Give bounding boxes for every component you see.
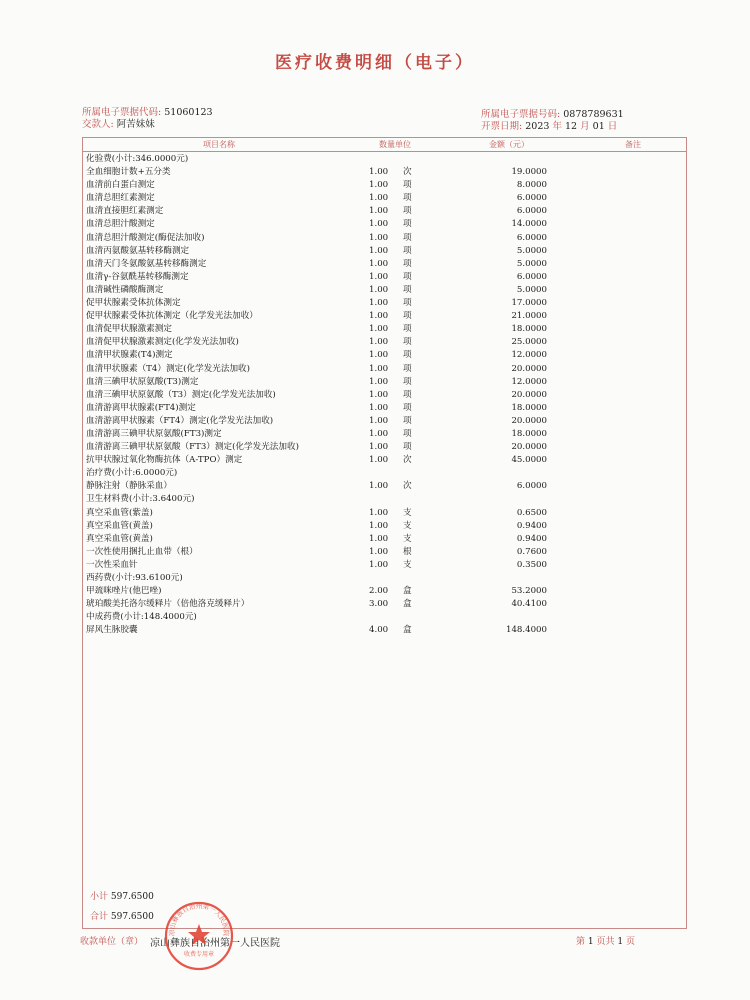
item-name: 血清天门冬氨酸氨基转移酶测定 — [86, 258, 207, 269]
item-amount: 5.0000 — [516, 284, 547, 295]
item-unit: 次 — [403, 455, 412, 466]
item-name: 卫生材料费(小计:3.6400元) — [86, 494, 195, 505]
item-amount: 6.0000 — [516, 481, 547, 492]
issue-date-month: 12 — [565, 121, 578, 132]
item-amount: 40.4100 — [511, 599, 547, 610]
item-qty: 1.00 — [369, 311, 389, 322]
issue-date-day-unit: 日 — [607, 121, 618, 132]
item-name: 促甲状腺素受体抗体测定 — [86, 298, 181, 309]
item-unit: 项 — [403, 350, 412, 361]
issue-date-day: 01 — [592, 121, 605, 132]
payer-label: 交款人: — [82, 119, 114, 130]
item-amount: 20.0000 — [511, 442, 547, 453]
item-name: 治疗费(小计:6.0000元) — [86, 468, 178, 479]
table-body — [85, 153, 685, 637]
item-amount: 0.9400 — [516, 520, 547, 531]
bill-code-value: 51060123 — [164, 107, 213, 118]
page-suffix: 页 — [626, 937, 636, 947]
item-unit: 项 — [403, 428, 412, 439]
item-unit: 项 — [403, 258, 412, 269]
item-qty: 1.00 — [369, 219, 389, 230]
item-name: 血清促甲状腺激素测定 — [86, 324, 172, 335]
item-name: 真空采血管(紫盖) — [86, 507, 153, 518]
item-unit: 项 — [403, 442, 412, 453]
item-qty: 1.00 — [369, 245, 389, 256]
item-amount: 45.0000 — [511, 455, 547, 466]
table-row — [85, 598, 685, 611]
table-row — [85, 559, 685, 572]
item-unit: 项 — [403, 324, 412, 335]
table-row — [85, 428, 685, 441]
item-unit: 根 — [403, 546, 412, 557]
total-label: 合计 — [90, 912, 109, 922]
table-row — [85, 166, 685, 179]
table-row — [85, 507, 685, 520]
item-name: 一次性使用捆扎止血带（根） — [86, 546, 198, 557]
page-mid: 页共 — [596, 937, 615, 947]
item-name: 促甲状腺素受体抗体测定（化学发光法加收） — [86, 311, 258, 322]
item-amount: 17.0000 — [511, 298, 547, 309]
table-row — [85, 611, 685, 624]
item-unit: 盒 — [403, 586, 412, 597]
item-unit: 项 — [403, 389, 412, 400]
item-amount: 18.0000 — [511, 402, 547, 413]
item-amount: 12.0000 — [511, 376, 547, 387]
item-qty: 1.00 — [369, 167, 389, 178]
page-number: 1 — [587, 937, 594, 947]
item-unit: 项 — [403, 206, 412, 217]
table-row — [85, 323, 685, 336]
item-name: 血清γ-谷氨酰基转移酶测定 — [86, 271, 189, 282]
item-unit: 盒 — [403, 599, 412, 610]
charges-table — [82, 137, 687, 929]
item-qty: 1.00 — [369, 428, 389, 439]
item-amount: 25.0000 — [511, 337, 547, 348]
item-name: 西药费(小计:93.6100元) — [86, 573, 183, 583]
table-row — [85, 546, 685, 559]
item-unit: 盒 — [403, 625, 412, 636]
item-qty: 1.00 — [369, 232, 389, 243]
payer-value: 阿苦妹妹 — [116, 119, 155, 130]
item-unit: 项 — [403, 232, 412, 243]
item-qty: 1.00 — [369, 193, 389, 204]
item-amount: 6.0000 — [516, 193, 547, 204]
payee-label: 收款单位（章） — [80, 937, 144, 947]
item-name: 血清三碘甲状原氨酸（T3）测定(化学发光法加收) — [86, 389, 276, 400]
item-qty: 1.00 — [369, 442, 389, 453]
table-row — [85, 271, 685, 284]
table-row — [85, 624, 685, 637]
item-qty: 1.00 — [369, 559, 389, 570]
item-qty: 1.00 — [369, 481, 389, 492]
item-unit: 支 — [403, 507, 412, 518]
item-unit: 次 — [403, 167, 412, 178]
item-unit: 项 — [403, 337, 412, 348]
item-qty: 1.00 — [369, 389, 389, 400]
item-unit: 项 — [403, 284, 412, 295]
bill-no-value: 0878789631 — [563, 109, 624, 120]
bill-code-label: 所属电子票据代码: — [82, 107, 162, 118]
item-name: 血清甲状腺素（T4）测定(化学发光法加收) — [86, 363, 250, 374]
item-unit: 项 — [403, 219, 412, 230]
item-qty: 1.00 — [369, 533, 389, 544]
item-name: 全血细胞计数+五分类 — [86, 167, 171, 178]
table-row — [85, 572, 685, 585]
item-unit: 次 — [403, 481, 412, 492]
item-unit: 项 — [403, 363, 412, 374]
table-row — [85, 245, 685, 258]
item-qty: 1.00 — [369, 507, 389, 518]
item-name: 血清总胆汁酸测定 — [86, 219, 155, 230]
item-name: 血清游离三碘甲状原氨酸(FT3)测定 — [86, 428, 222, 439]
table-row — [85, 402, 685, 415]
item-unit: 项 — [403, 298, 412, 309]
item-amount: 21.0000 — [511, 311, 547, 322]
item-name: 真空采血管(黄盖) — [86, 533, 153, 544]
table-row — [85, 284, 685, 297]
item-amount: 5.0000 — [516, 245, 547, 256]
bill-no-label: 所属电子票据号码: — [481, 109, 561, 120]
item-name: 血清游离甲状腺素（FT4）测定(化学发光法加收) — [86, 415, 274, 426]
item-amount: 148.4000 — [505, 625, 547, 636]
item-qty: 4.00 — [369, 625, 389, 636]
item-unit: 支 — [403, 559, 412, 570]
table-row — [85, 415, 685, 428]
item-name: 血清甲状腺素(T4)测定 — [86, 350, 173, 361]
table-row — [85, 192, 685, 205]
issue-date-year-unit: 年 — [552, 121, 562, 132]
item-unit: 项 — [403, 415, 412, 426]
item-name: 血清总胆红素测定 — [86, 193, 155, 204]
item-qty: 1.00 — [369, 284, 389, 295]
item-amount: 5.0000 — [516, 258, 547, 269]
item-amount: 20.0000 — [511, 389, 547, 400]
table-header — [83, 138, 686, 152]
item-name: 化验费(小计:346.0000元) — [86, 154, 189, 164]
issue-date-line — [481, 118, 617, 132]
table-row — [85, 585, 685, 598]
item-name: 血清直接胆红素测定 — [86, 206, 164, 217]
table-row — [85, 218, 685, 231]
item-name: 血清总胆汁酸测定(酶促法加收) — [86, 232, 205, 243]
item-unit: 项 — [403, 245, 412, 256]
item-amount: 6.0000 — [516, 232, 547, 243]
table-row — [85, 480, 685, 493]
item-qty: 1.00 — [369, 206, 389, 217]
item-qty: 1.00 — [369, 402, 389, 413]
item-qty: 1.00 — [369, 363, 389, 374]
item-name: 血清游离三碘甲状原氨酸（FT3）测定(化学发光法加收) — [86, 442, 299, 453]
item-name: 真空采血管(黄盖) — [86, 520, 153, 531]
item-name: 中成药费(小计:148.4000元) — [86, 612, 197, 623]
item-unit: 项 — [403, 180, 412, 191]
table-row — [85, 297, 685, 310]
item-name: 一次性采血针 — [86, 559, 138, 570]
item-amount: 53.2000 — [511, 586, 547, 597]
item-amount: 20.0000 — [511, 415, 547, 426]
subtotal-value: 597.6500 — [110, 892, 154, 902]
page-prefix: 第 — [576, 937, 586, 947]
item-qty: 1.00 — [369, 350, 389, 361]
item-qty: 1.00 — [369, 337, 389, 348]
table-row — [85, 349, 685, 362]
item-qty: 1.00 — [369, 520, 389, 531]
table-row — [85, 363, 685, 376]
column-amount: 金额（元） — [489, 140, 529, 149]
table-row — [85, 232, 685, 245]
item-qty: 1.00 — [369, 455, 389, 466]
item-qty: 1.00 — [369, 415, 389, 426]
item-name: 血清促甲状腺激素测定(化学发光法加收) — [86, 337, 239, 348]
item-amount: 20.0000 — [511, 363, 547, 374]
total-value: 597.6500 — [110, 912, 154, 922]
item-qty: 1.00 — [369, 180, 389, 191]
document-title: 医疗收费明细（电子） — [275, 53, 475, 73]
item-name: 甲巯咪唑片(他巴唑) — [86, 586, 162, 597]
item-qty: 1.00 — [369, 298, 389, 309]
page-total: 1 — [617, 937, 624, 947]
item-unit: 支 — [403, 533, 412, 544]
column-remark: 备注 — [625, 140, 641, 149]
item-unit: 项 — [403, 311, 412, 322]
item-name: 屏风生脉胶囊 — [86, 625, 138, 636]
page-indicator — [576, 934, 635, 947]
item-name: 血清前白蛋白测定 — [86, 180, 155, 191]
item-amount: 0.9400 — [516, 533, 547, 544]
item-amount: 6.0000 — [516, 271, 547, 282]
item-qty: 1.00 — [369, 324, 389, 335]
item-qty: 1.00 — [369, 546, 389, 557]
item-qty: 2.00 — [369, 586, 389, 597]
item-name: 血清丙氨酸氨基转移酶测定 — [86, 245, 190, 256]
issue-date-year: 2023 — [525, 121, 550, 132]
table-row — [85, 179, 685, 192]
item-unit: 项 — [403, 193, 412, 204]
item-name: 抗甲状腺过氧化物酶抗体（A-TPO）测定 — [86, 455, 243, 466]
item-amount: 12.0000 — [511, 350, 547, 361]
subtotal-line — [90, 889, 154, 902]
item-amount: 18.0000 — [511, 324, 547, 335]
issue-date-label: 开票日期: — [481, 121, 523, 132]
payee-name: 凉山彝族自治州第一人民医院 — [150, 938, 280, 949]
item-unit: 项 — [403, 271, 412, 282]
item-amount: 8.0000 — [516, 180, 547, 191]
item-qty: 1.00 — [369, 271, 389, 282]
table-row — [85, 493, 685, 506]
item-unit: 项 — [403, 376, 412, 387]
hospital-seal-icon — [163, 900, 235, 972]
table-row — [85, 310, 685, 323]
svg-text:凉山彝族自治州第一人民医院: 凉山彝族自治州第一人民医院 — [167, 902, 231, 937]
item-name: 血清游离甲状腺素(FT4)测定 — [86, 402, 196, 413]
item-amount: 6.0000 — [516, 206, 547, 217]
issue-date-month-unit: 月 — [580, 121, 590, 132]
item-amount: 0.3500 — [516, 559, 547, 570]
subtotal-label: 小计 — [90, 892, 109, 902]
table-row — [85, 441, 685, 454]
payer-line — [82, 116, 155, 130]
item-unit: 支 — [403, 520, 412, 531]
table-row — [85, 258, 685, 271]
table-row — [85, 520, 685, 533]
item-name: 血清碱性磷酸酶测定 — [86, 284, 164, 295]
item-name: 血清三碘甲状原氨酸(T3)测定 — [86, 376, 199, 387]
item-amount: 14.0000 — [511, 219, 547, 230]
column-item: 项目名称 — [203, 140, 235, 149]
table-row — [85, 389, 685, 402]
column-qty-unit: 数量单位 — [379, 140, 411, 149]
total-line — [90, 909, 154, 922]
item-name: 静脉注射（静脉采血） — [86, 481, 172, 492]
table-row — [85, 153, 685, 166]
table-row — [85, 467, 685, 480]
svg-text:收费专用章: 收费专用章 — [183, 951, 215, 958]
table-row — [85, 533, 685, 546]
table-row — [85, 205, 685, 218]
item-amount: 19.0000 — [511, 167, 547, 178]
item-qty: 1.00 — [369, 376, 389, 387]
table-row — [85, 336, 685, 349]
item-amount: 18.0000 — [511, 428, 547, 439]
item-qty: 3.00 — [369, 599, 389, 610]
table-row — [85, 376, 685, 389]
item-name: 琥珀酸美托洛尔缓释片（倍他洛克缓释片） — [86, 599, 250, 610]
item-unit: 项 — [403, 402, 412, 413]
item-qty: 1.00 — [369, 258, 389, 269]
item-amount: 0.6500 — [516, 507, 547, 518]
table-row — [85, 454, 685, 467]
item-amount: 0.7600 — [516, 546, 547, 557]
